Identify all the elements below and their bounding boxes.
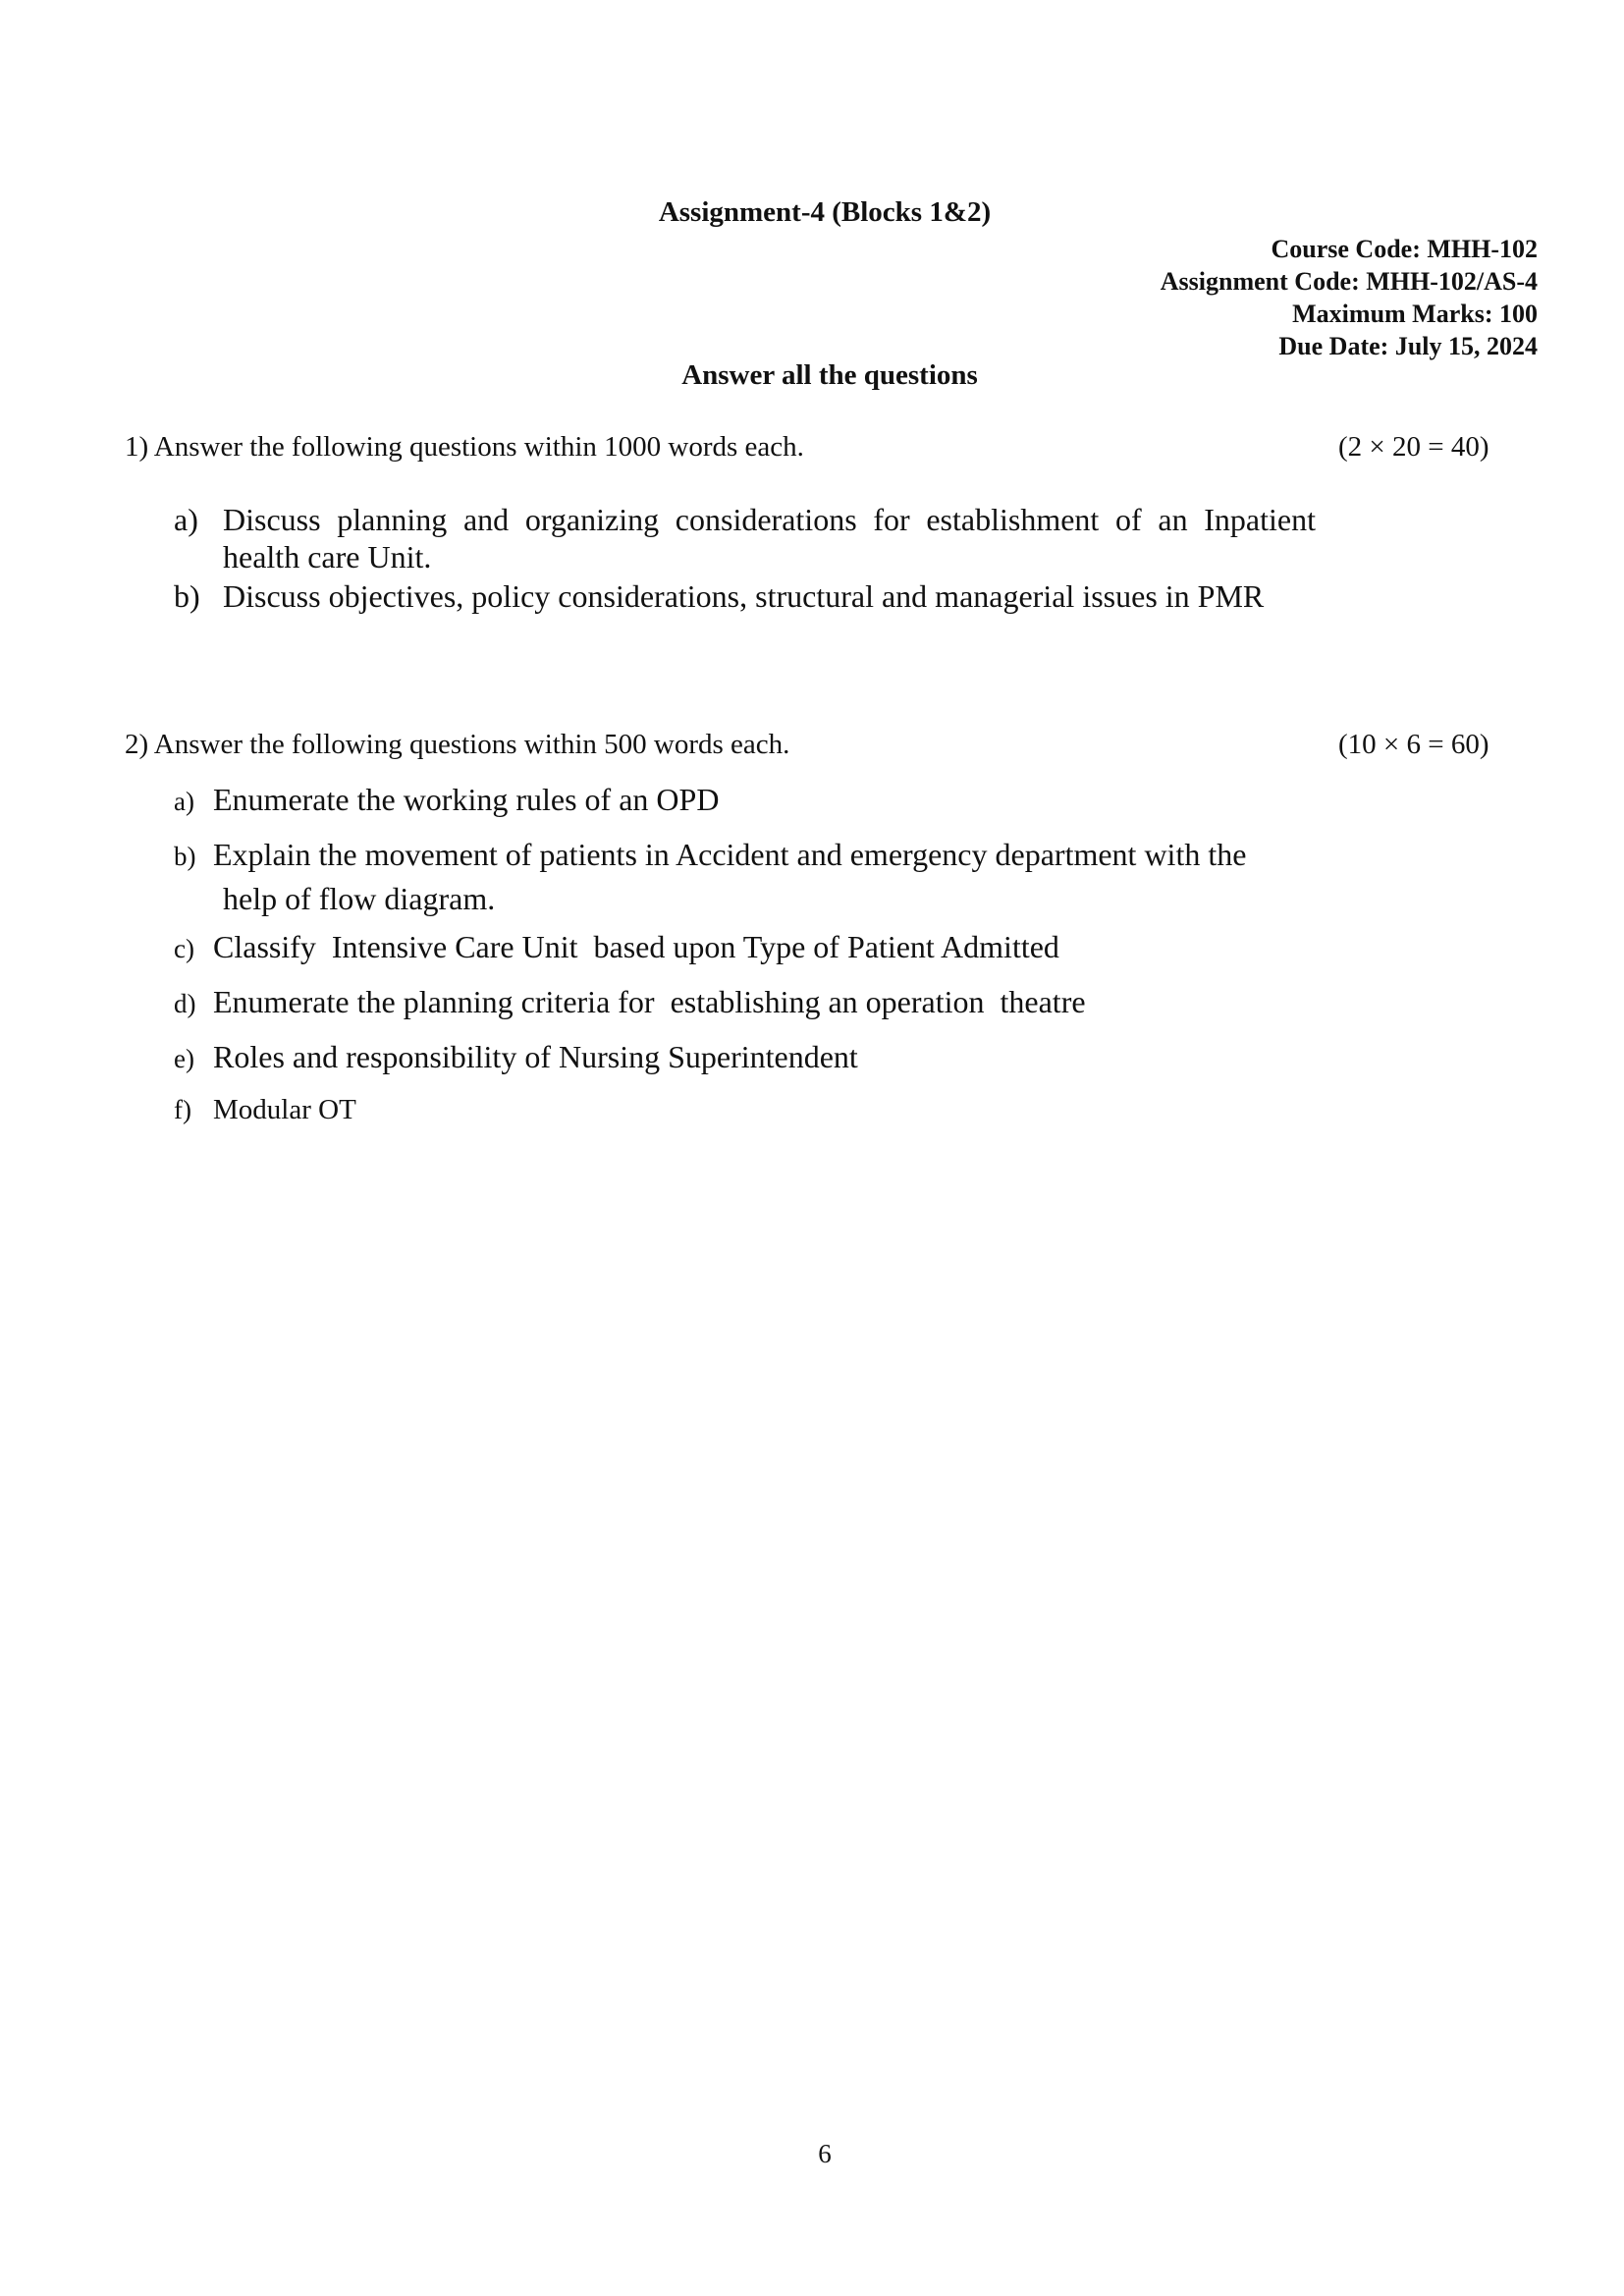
item-label: b): [174, 842, 196, 871]
item-text: Discuss planning and organizing considerations for establishment of an Inpatient health care Unit.: [223, 502, 1316, 574]
item-text: Enumerate the planning criteria for establishing an operation theatre: [213, 984, 1086, 1019]
item-label: c): [174, 934, 194, 963]
page-number: 6: [818, 2139, 832, 2168]
item-text: Explain the movement of patients in Accident and emergency department with the: [213, 837, 1247, 872]
item-label: a): [174, 787, 194, 816]
instruction: Answer all the questions: [681, 359, 978, 391]
item-text: Classify Intensive Care Unit based upon Type of Patient Admitted: [213, 929, 1059, 964]
question-1-item-a: [174, 501, 1316, 575]
question-2-marks: (10 × 6 = 60): [1338, 729, 1489, 760]
question-1-item-b: [174, 577, 1316, 615]
question-2-item-e: [174, 1038, 1332, 1082]
due-date: Due Date: July 15, 2024: [1278, 332, 1538, 360]
question-2-item-d: [174, 983, 1332, 1027]
assignment-meta: [1161, 233, 1538, 362]
item-label: a): [174, 502, 198, 537]
item-label: f): [174, 1095, 191, 1124]
item-label: e): [174, 1044, 194, 1073]
question-2-item-f: [174, 1091, 1332, 1133]
item-text-continuation: help of flow diagram.: [223, 881, 496, 916]
maximum-marks: Maximum Marks: 100: [1292, 300, 1538, 328]
item-label: d): [174, 989, 196, 1018]
assignment-title: Assignment-4 (Blocks 1&2): [658, 196, 992, 228]
course-code: Course Code: MHH-102: [1271, 235, 1538, 263]
question-2-heading: 2) Answer the following questions within 500 words each.: [125, 729, 790, 760]
assignment-code: Assignment Code: MHH-102/AS-4: [1160, 267, 1538, 296]
item-text: Roles and responsibility of Nursing Superintendent: [213, 1039, 858, 1074]
question-2-item-c: [174, 928, 1332, 972]
question-1-marks: (2 × 20 = 40): [1338, 431, 1489, 463]
item-text: Enumerate the working rules of an OPD: [213, 782, 720, 817]
question-1-heading: 1) Answer the following questions within 1000 words each.: [125, 431, 804, 463]
item-label: b): [174, 578, 200, 614]
question-2-item-b: [174, 836, 1332, 917]
question-2-item-a: [174, 781, 1332, 825]
item-text: Discuss objectives, policy considerations, structural and managerial issues in PMR: [223, 578, 1265, 614]
item-text: Modular OT: [213, 1094, 356, 1125]
